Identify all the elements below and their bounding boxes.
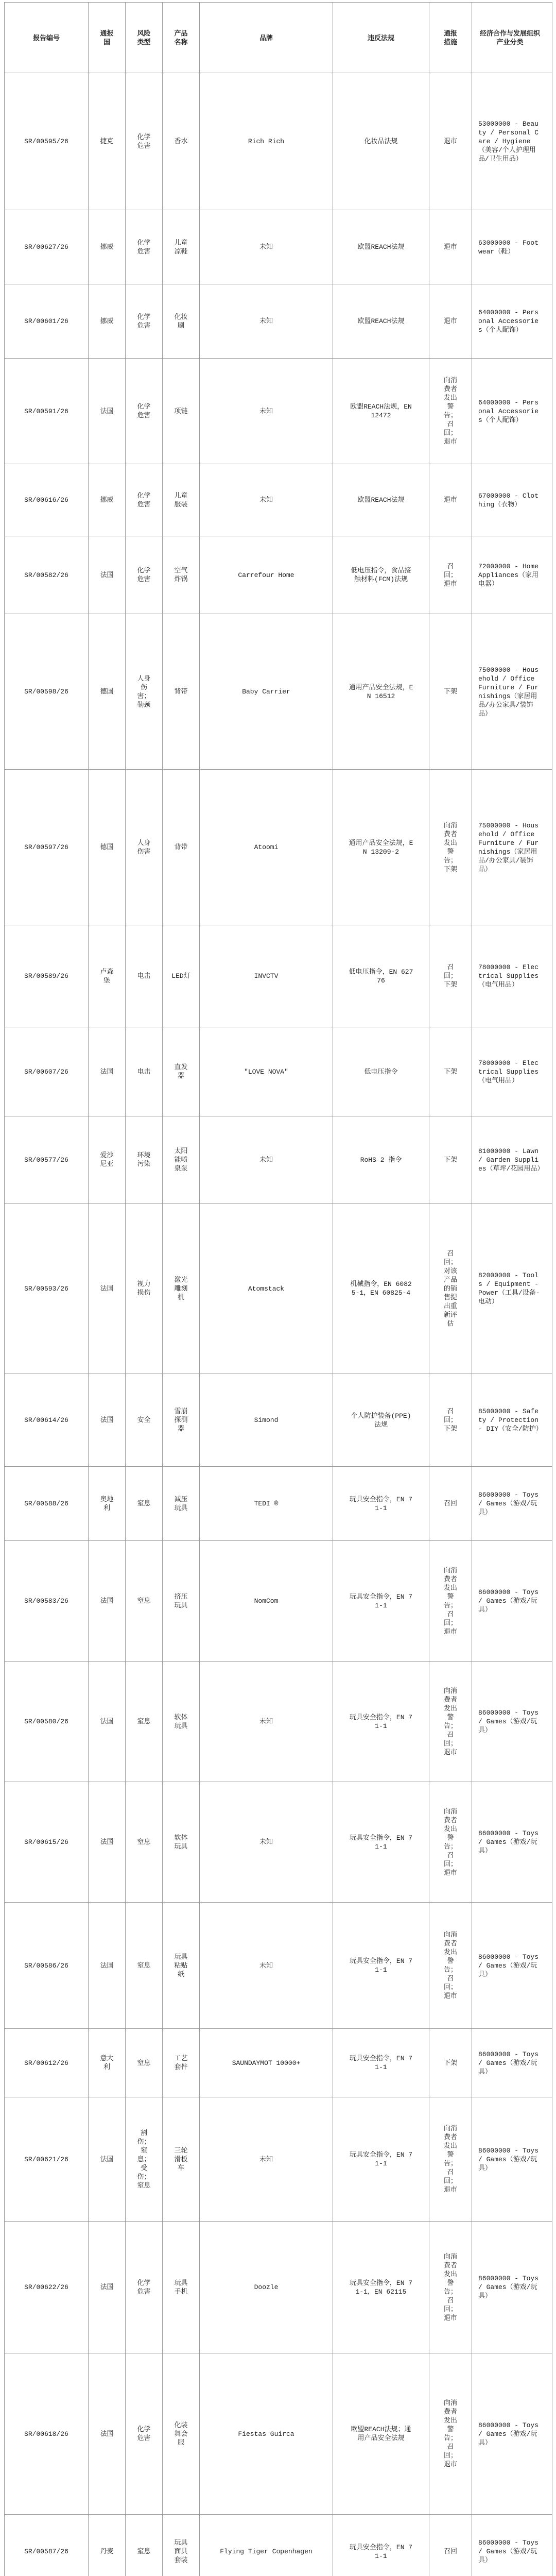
cell-risk-type: 窒息 bbox=[126, 1662, 163, 1782]
cell-product-name: 背带 bbox=[163, 770, 200, 925]
header-risk-type: 风险类型 bbox=[126, 3, 163, 73]
header-country: 通报国 bbox=[89, 3, 126, 73]
cell-product-name: 化装舞会服 bbox=[163, 2353, 200, 2515]
cell-report-no: SR/00595/26 bbox=[5, 73, 89, 210]
cell-measure: 向消费者发出警告；召回；退市 bbox=[429, 359, 472, 464]
cell-risk-type: 人身伤害；勒颈 bbox=[126, 614, 163, 770]
cell-country: 法国 bbox=[89, 2097, 126, 2222]
cell-regulation: 低电压指令，食品接触材料(FCM)法规 bbox=[333, 536, 429, 614]
cell-oecd-category: 86000000 - Toys / Games（游戏/玩具） bbox=[472, 1782, 552, 1903]
cell-country: 意大利 bbox=[89, 2029, 126, 2097]
cell-regulation: 欧盟REACH法规，EN 12472 bbox=[333, 359, 429, 464]
cell-brand: 未知 bbox=[200, 1662, 333, 1782]
header-measure: 通报措施 bbox=[429, 3, 472, 73]
cell-report-no: SR/00601/26 bbox=[5, 284, 89, 359]
cell-oecd-category: 86000000 - Toys / Games（游戏/玩具） bbox=[472, 2353, 552, 2515]
cell-oecd-category: 86000000 - Toys / Games（游戏/玩具） bbox=[472, 1467, 552, 1541]
cell-regulation: 化妆品法规 bbox=[333, 73, 429, 210]
cell-risk-type: 窒息 bbox=[126, 1903, 163, 2029]
cell-report-no: SR/00607/26 bbox=[5, 1027, 89, 1116]
cell-risk-type: 化学危害 bbox=[126, 2222, 163, 2353]
table-row bbox=[5, 1374, 552, 1467]
header-report-no: 报告编号 bbox=[5, 3, 89, 73]
cell-risk-type: 化学危害 bbox=[126, 2353, 163, 2515]
cell-risk-type: 化学危害 bbox=[126, 210, 163, 284]
cell-report-no: SR/00618/26 bbox=[5, 2353, 89, 2515]
cell-regulation: 欧盟REACH法规；通用产品安全法规 bbox=[333, 2353, 429, 2515]
cell-measure: 退市 bbox=[429, 464, 472, 536]
table-row bbox=[5, 2515, 552, 2576]
cell-oecd-category: 75000000 - Household / Office Furniture / Furnishings（家居用品/办公家具/装饰品） bbox=[472, 770, 552, 925]
cell-regulation: 机械指令，EN 60825-1，EN 60825-4 bbox=[333, 1204, 429, 1374]
cell-brand: 未知 bbox=[200, 210, 333, 284]
cell-report-no: SR/00582/26 bbox=[5, 536, 89, 614]
table-row bbox=[5, 2097, 552, 2222]
cell-regulation: 玩具安全指令，EN 71-1 bbox=[333, 1782, 429, 1903]
cell-oecd-category: 75000000 - Household / Office Furniture / Furnishings（家居用品/办公家具/装饰品） bbox=[472, 614, 552, 770]
cell-risk-type: 视力损伤 bbox=[126, 1204, 163, 1374]
cell-regulation: 欧盟REACH法规 bbox=[333, 284, 429, 359]
table-row bbox=[5, 1204, 552, 1374]
cell-risk-type: 窒息 bbox=[126, 2515, 163, 2576]
cell-oecd-category: 82000000 - Tools / Equipment - Power（工具/设备-电动） bbox=[472, 1204, 552, 1374]
cell-oecd-category: 86000000 - Toys / Games（游戏/玩具） bbox=[472, 2515, 552, 2576]
cell-risk-type: 化学危害 bbox=[126, 73, 163, 210]
header-oecd-category: 经济合作与发展组织产业分类 bbox=[472, 3, 552, 73]
cell-oecd-category: 72000000 - Home Appliances（家用电器） bbox=[472, 536, 552, 614]
cell-regulation: 欧盟REACH法规 bbox=[333, 464, 429, 536]
cell-country: 法国 bbox=[89, 1541, 126, 1662]
cell-measure: 下架 bbox=[429, 614, 472, 770]
cell-country: 法国 bbox=[89, 2353, 126, 2515]
cell-oecd-category: 64000000 - Personal Accessories（个人配饰） bbox=[472, 359, 552, 464]
cell-country: 捷克 bbox=[89, 73, 126, 210]
cell-measure: 向消费者发出警告；下架 bbox=[429, 770, 472, 925]
cell-report-no: SR/00587/26 bbox=[5, 2515, 89, 2576]
cell-regulation: 玩具安全指令，EN 71-1 bbox=[333, 2097, 429, 2222]
cell-product-name: 儿童凉鞋 bbox=[163, 210, 200, 284]
cell-brand: 未知 bbox=[200, 1903, 333, 2029]
cell-regulation: 通用产品安全法规，EN 16512 bbox=[333, 614, 429, 770]
cell-product-name: 儿童服装 bbox=[163, 464, 200, 536]
cell-measure: 下架 bbox=[429, 2029, 472, 2097]
cell-report-no: SR/00591/26 bbox=[5, 359, 89, 464]
cell-brand: 未知 bbox=[200, 284, 333, 359]
cell-regulation: 欧盟REACH法规 bbox=[333, 210, 429, 284]
cell-product-name: 玩具手机 bbox=[163, 2222, 200, 2353]
cell-product-name: 减压玩具 bbox=[163, 1467, 200, 1541]
cell-oecd-category: 85000000 - Safety / Protection - DIY（安全/防护） bbox=[472, 1374, 552, 1467]
cell-product-name: 项链 bbox=[163, 359, 200, 464]
recall-notification-table bbox=[4, 2, 552, 2576]
cell-regulation: RoHS 2 指令 bbox=[333, 1116, 429, 1204]
cell-oecd-category: 86000000 - Toys / Games（游戏/玩具） bbox=[472, 2097, 552, 2222]
cell-brand: NomCom bbox=[200, 1541, 333, 1662]
cell-measure: 向消费者发出警告；召回；退市 bbox=[429, 1903, 472, 2029]
cell-risk-type: 环境污染 bbox=[126, 1116, 163, 1204]
cell-regulation: 玩具安全指令，EN 71-1，EN 62115 bbox=[333, 2222, 429, 2353]
header-row bbox=[5, 3, 552, 73]
cell-brand: Baby Carrier bbox=[200, 614, 333, 770]
cell-report-no: SR/00593/26 bbox=[5, 1204, 89, 1374]
cell-country: 德国 bbox=[89, 614, 126, 770]
cell-regulation: 玩具安全指令，EN 71-1 bbox=[333, 2515, 429, 2576]
cell-country: 法国 bbox=[89, 2222, 126, 2353]
table-row bbox=[5, 1467, 552, 1541]
cell-measure: 召回 bbox=[429, 2515, 472, 2576]
cell-risk-type: 窒息 bbox=[126, 2029, 163, 2097]
cell-country: 法国 bbox=[89, 536, 126, 614]
cell-measure: 下架 bbox=[429, 1116, 472, 1204]
cell-product-name: 激光雕刻机 bbox=[163, 1204, 200, 1374]
cell-brand: Carrefour Home bbox=[200, 536, 333, 614]
table-row bbox=[5, 1662, 552, 1782]
cell-measure: 召回；退市 bbox=[429, 536, 472, 614]
cell-risk-type: 窒息 bbox=[126, 1467, 163, 1541]
cell-brand: TEDI ® bbox=[200, 1467, 333, 1541]
cell-measure: 向消费者发出警告；召回；退市 bbox=[429, 1782, 472, 1903]
cell-country: 德国 bbox=[89, 770, 126, 925]
cell-product-name: 直发器 bbox=[163, 1027, 200, 1116]
cell-risk-type: 化学危害 bbox=[126, 359, 163, 464]
cell-report-no: SR/00614/26 bbox=[5, 1374, 89, 1467]
cell-brand: 未知 bbox=[200, 1116, 333, 1204]
cell-country: 爱沙尼亚 bbox=[89, 1116, 126, 1204]
cell-product-name: 挤压玩具 bbox=[163, 1541, 200, 1662]
cell-oecd-category: 53000000 - Beauty / Personal Care / Hygiene（美容/个人护理用品/卫生用品） bbox=[472, 73, 552, 210]
cell-oecd-category: 63000000 - Footwear（鞋） bbox=[472, 210, 552, 284]
cell-measure: 召回；下架 bbox=[429, 925, 472, 1027]
cell-brand: Rich Rich bbox=[200, 73, 333, 210]
cell-oecd-category: 86000000 - Toys / Games（游戏/玩具） bbox=[472, 1662, 552, 1782]
cell-risk-type: 电击 bbox=[126, 1027, 163, 1116]
table-header bbox=[5, 3, 552, 73]
cell-brand: 未知 bbox=[200, 1782, 333, 1903]
table-row bbox=[5, 73, 552, 210]
cell-product-name: 玩具面具套装 bbox=[163, 2515, 200, 2576]
cell-risk-type: 割伤；窒息；受伤；窒息 bbox=[126, 2097, 163, 2222]
cell-country: 法国 bbox=[89, 1782, 126, 1903]
cell-brand: Fiestas Guirca bbox=[200, 2353, 333, 2515]
cell-product-name: 空气炸锅 bbox=[163, 536, 200, 614]
table-row bbox=[5, 1782, 552, 1903]
cell-measure: 向消费者发出警告；召回；退市 bbox=[429, 2353, 472, 2515]
cell-country: 法国 bbox=[89, 1662, 126, 1782]
cell-regulation: 玩具安全指令，EN 71-1 bbox=[333, 2029, 429, 2097]
cell-measure: 召回 bbox=[429, 1467, 472, 1541]
cell-oecd-category: 78000000 - Electrical Supplies（电气用品） bbox=[472, 1027, 552, 1116]
header-brand: 品牌 bbox=[200, 3, 333, 73]
cell-report-no: SR/00598/26 bbox=[5, 614, 89, 770]
header-product-name: 产品名称 bbox=[163, 3, 200, 73]
cell-regulation: 低电压指令，EN 62776 bbox=[333, 925, 429, 1027]
cell-report-no: SR/00588/26 bbox=[5, 1467, 89, 1541]
cell-country: 挪威 bbox=[89, 284, 126, 359]
table-row bbox=[5, 614, 552, 770]
table-row bbox=[5, 359, 552, 464]
cell-measure: 召回；下架 bbox=[429, 1374, 472, 1467]
cell-brand: Flying Tiger Copenhagen bbox=[200, 2515, 333, 2576]
table-row bbox=[5, 464, 552, 536]
table-row bbox=[5, 284, 552, 359]
cell-measure: 退市 bbox=[429, 284, 472, 359]
cell-brand: 未知 bbox=[200, 464, 333, 536]
cell-risk-type: 安全 bbox=[126, 1374, 163, 1467]
table-row bbox=[5, 925, 552, 1027]
cell-report-no: SR/00621/26 bbox=[5, 2097, 89, 2222]
cell-country: 卢森堡 bbox=[89, 925, 126, 1027]
cell-risk-type: 窒息 bbox=[126, 1782, 163, 1903]
cell-risk-type: 人身伤害 bbox=[126, 770, 163, 925]
cell-regulation: 玩具安全指令，EN 71-1 bbox=[333, 1541, 429, 1662]
cell-measure: 向消费者发出警告；召回；退市 bbox=[429, 1541, 472, 1662]
cell-product-name: 雪崩探测器 bbox=[163, 1374, 200, 1467]
cell-country: 挪威 bbox=[89, 464, 126, 536]
cell-measure: 退市 bbox=[429, 73, 472, 210]
cell-report-no: SR/00616/26 bbox=[5, 464, 89, 536]
cell-country: 法国 bbox=[89, 359, 126, 464]
cell-oecd-category: 67000000 - Clothing（衣物） bbox=[472, 464, 552, 536]
table-row bbox=[5, 770, 552, 925]
cell-oecd-category: 78000000 - Electrical Supplies（电气用品） bbox=[472, 925, 552, 1027]
cell-report-no: SR/00580/26 bbox=[5, 1662, 89, 1782]
cell-report-no: SR/00622/26 bbox=[5, 2222, 89, 2353]
header-regulation: 违反法规 bbox=[333, 3, 429, 73]
cell-risk-type: 化学危害 bbox=[126, 464, 163, 536]
cell-brand: Simond bbox=[200, 1374, 333, 1467]
cell-report-no: SR/00577/26 bbox=[5, 1116, 89, 1204]
cell-brand: 未知 bbox=[200, 2097, 333, 2222]
cell-risk-type: 化学危害 bbox=[126, 536, 163, 614]
cell-report-no: SR/00615/26 bbox=[5, 1782, 89, 1903]
cell-product-name: 软体玩具 bbox=[163, 1662, 200, 1782]
cell-product-name: LED灯 bbox=[163, 925, 200, 1027]
cell-product-name: 背带 bbox=[163, 614, 200, 770]
cell-report-no: SR/00589/26 bbox=[5, 925, 89, 1027]
cell-regulation: 玩具安全指令，EN 71-1 bbox=[333, 1903, 429, 2029]
cell-brand: INVCTV bbox=[200, 925, 333, 1027]
cell-brand: SAUNDAYMOT 10000+ bbox=[200, 2029, 333, 2097]
cell-brand: Atomstack bbox=[200, 1204, 333, 1374]
cell-product-name: 香水 bbox=[163, 73, 200, 210]
cell-regulation: 玩具安全指令，EN 71-1 bbox=[333, 1467, 429, 1541]
cell-report-no: SR/00612/26 bbox=[5, 2029, 89, 2097]
cell-country: 挪威 bbox=[89, 210, 126, 284]
table-row bbox=[5, 2029, 552, 2097]
cell-brand: "LOVE NOVA" bbox=[200, 1027, 333, 1116]
table-row bbox=[5, 210, 552, 284]
cell-oecd-category: 64000000 - Personal Accessories（个人配饰） bbox=[472, 284, 552, 359]
cell-regulation: 玩具安全指令，EN 71-1 bbox=[333, 1662, 429, 1782]
table-row bbox=[5, 536, 552, 614]
cell-measure: 下架 bbox=[429, 1027, 472, 1116]
cell-country: 丹麦 bbox=[89, 2515, 126, 2576]
cell-regulation: 个人防护装备(PPE)法规 bbox=[333, 1374, 429, 1467]
cell-report-no: SR/00583/26 bbox=[5, 1541, 89, 1662]
cell-country: 法国 bbox=[89, 1903, 126, 2029]
cell-oecd-category: 86000000 - Toys / Games（游戏/玩具） bbox=[472, 1903, 552, 2029]
table-row bbox=[5, 1116, 552, 1204]
cell-regulation: 低电压指令 bbox=[333, 1027, 429, 1116]
table-row bbox=[5, 1541, 552, 1662]
cell-oecd-category: 81000000 - Lawn / Garden Supplies（草坪/花园用品） bbox=[472, 1116, 552, 1204]
cell-risk-type: 窒息 bbox=[126, 1541, 163, 1662]
table-row bbox=[5, 2222, 552, 2353]
cell-oecd-category: 86000000 - Toys / Games（游戏/玩具） bbox=[472, 2029, 552, 2097]
cell-risk-type: 化学危害 bbox=[126, 284, 163, 359]
table-row bbox=[5, 2353, 552, 2515]
cell-report-no: SR/00597/26 bbox=[5, 770, 89, 925]
cell-report-no: SR/00586/26 bbox=[5, 1903, 89, 2029]
cell-product-name: 三轮滑板车 bbox=[163, 2097, 200, 2222]
cell-brand: 未知 bbox=[200, 359, 333, 464]
cell-product-name: 软体玩具 bbox=[163, 1782, 200, 1903]
cell-regulation: 通用产品安全法规，EN 13209-2 bbox=[333, 770, 429, 925]
cell-report-no: SR/00627/26 bbox=[5, 210, 89, 284]
cell-measure: 向消费者发出警告；召回；退市 bbox=[429, 1662, 472, 1782]
cell-measure: 召回；对该产品的销售提出重新评估 bbox=[429, 1204, 472, 1374]
table-row bbox=[5, 1027, 552, 1116]
table-row bbox=[5, 1903, 552, 2029]
table-body bbox=[5, 73, 552, 2576]
cell-country: 法国 bbox=[89, 1027, 126, 1116]
cell-oecd-category: 86000000 - Toys / Games（游戏/玩具） bbox=[472, 2222, 552, 2353]
cell-measure: 退市 bbox=[429, 210, 472, 284]
cell-brand: Atoomi bbox=[200, 770, 333, 925]
cell-country: 奥地利 bbox=[89, 1467, 126, 1541]
cell-measure: 向消费者发出警告；召回；退市 bbox=[429, 2097, 472, 2222]
cell-measure: 向消费者发出警告；召回；退市 bbox=[429, 2222, 472, 2353]
cell-country: 法国 bbox=[89, 1204, 126, 1374]
cell-product-name: 太阳能喷泉泵 bbox=[163, 1116, 200, 1204]
cell-oecd-category: 86000000 - Toys / Games（游戏/玩具） bbox=[472, 1541, 552, 1662]
cell-country: 法国 bbox=[89, 1374, 126, 1467]
cell-product-name: 工艺套件 bbox=[163, 2029, 200, 2097]
cell-product-name: 化妆刷 bbox=[163, 284, 200, 359]
cell-product-name: 玩具粘贴纸 bbox=[163, 1903, 200, 2029]
cell-brand: Doozle bbox=[200, 2222, 333, 2353]
cell-risk-type: 电击 bbox=[126, 925, 163, 1027]
